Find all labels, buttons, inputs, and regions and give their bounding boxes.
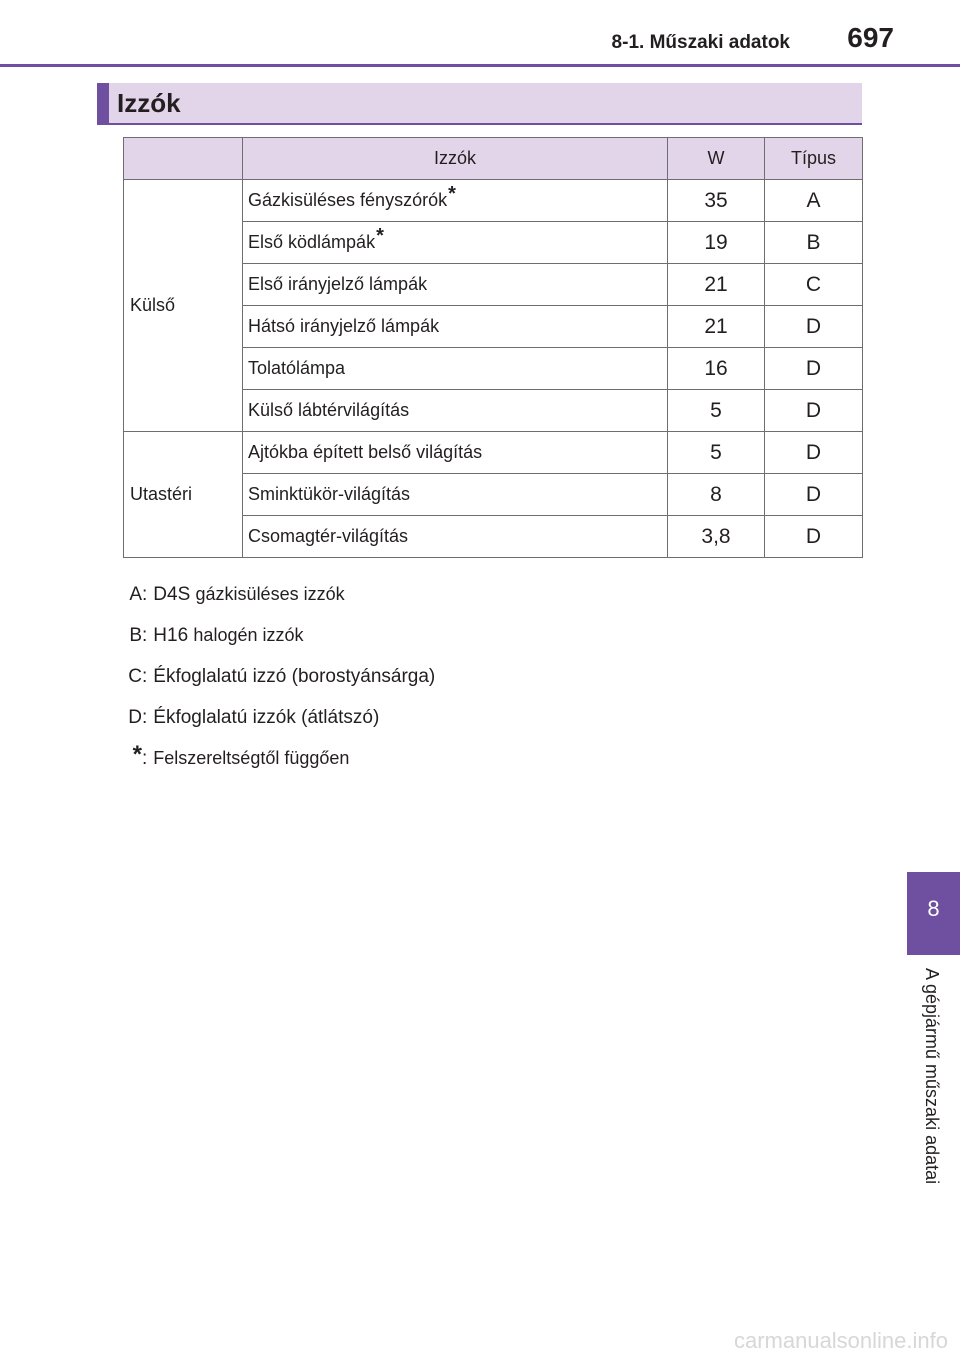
- asterisk-mark: *: [376, 225, 384, 247]
- watermark: carmanualsonline.info: [733, 1328, 948, 1353]
- table-header-row: [124, 138, 863, 180]
- column-header-type: Típus: [765, 138, 863, 180]
- footnote-key: D: [128, 706, 142, 728]
- watt-cell: 5: [668, 432, 765, 474]
- chapter-tab: [907, 872, 960, 955]
- chapter-side-label: [918, 968, 948, 1218]
- section-heading-bar: [97, 83, 862, 125]
- asterisk-mark: *: [132, 740, 142, 768]
- footnote-text: H16: [153, 624, 189, 646]
- chapter-number: 8: [927, 896, 940, 921]
- column-header-group: [124, 138, 243, 180]
- footnote-asterisk: * : Felszereltségtől függően: [132, 740, 350, 769]
- footnote-b: B : H16 halogén izzók: [110, 615, 710, 656]
- bulb-name-cell: [243, 180, 668, 222]
- group-label-interior: Utastéri: [124, 432, 243, 558]
- type-cell: D: [765, 474, 863, 516]
- type-cell: D: [765, 306, 863, 348]
- watt-cell: 21: [668, 264, 765, 306]
- footnote-text: D4S: [153, 583, 191, 605]
- footnote-key: A: [129, 583, 142, 605]
- footnote-text: Ékfoglalatú izzó (borostyánsárga): [153, 665, 436, 687]
- watt-cell: 3,8: [668, 516, 765, 558]
- column-header-bulbs: Izzók: [243, 138, 668, 180]
- table-row: [124, 432, 863, 474]
- footnote-c: C : Ékfoglalatú izzó (borostyánsárga): [110, 656, 710, 697]
- type-cell: C: [765, 264, 863, 306]
- bulb-name: Tolatólámpa: [243, 348, 668, 390]
- footnote-key: B: [129, 624, 142, 646]
- page-header: [0, 0, 960, 66]
- asterisk-mark: *: [448, 183, 456, 205]
- watt-cell: 8: [668, 474, 765, 516]
- bulb-name-cell: [243, 222, 668, 264]
- chapter-title: A gépjármű műszaki adatai: [922, 968, 942, 1185]
- bulb-name: Ajtókba épített belső világítás: [243, 432, 668, 474]
- type-cell: A: [765, 180, 863, 222]
- watt-cell: 5: [668, 390, 765, 432]
- bulb-name: Hátsó irányjelző lámpák: [243, 306, 668, 348]
- footnote-text: Ékfoglalatú izzók (átlátszó): [153, 706, 380, 728]
- header-divider: [0, 64, 960, 67]
- footnotes: [110, 574, 710, 779]
- watt-cell: 16: [668, 348, 765, 390]
- footnote-key: C: [128, 665, 142, 687]
- section-title: 8-1. Műszaki adatok: [611, 32, 790, 53]
- watt-cell: 35: [668, 180, 765, 222]
- section-heading: Izzók: [117, 88, 181, 118]
- group-label-exterior: Külső: [124, 180, 243, 432]
- column-header-watt: W: [668, 138, 765, 180]
- watt-cell: 19: [668, 222, 765, 264]
- type-cell: D: [765, 432, 863, 474]
- type-cell: B: [765, 222, 863, 264]
- footnote-d: D : Ékfoglalatú izzók (átlátszó): [110, 697, 710, 738]
- type-cell: D: [765, 348, 863, 390]
- bulb-name: Külső lábtérvilágítás: [243, 390, 668, 432]
- page-number: 697: [847, 22, 894, 53]
- footnote-detail: Felszereltségtől függően: [153, 748, 350, 768]
- heading-accent-marker: [97, 83, 109, 125]
- bulb-table: [123, 137, 863, 558]
- watt-cell: 21: [668, 306, 765, 348]
- bulb-name: Sminktükör-világítás: [243, 474, 668, 516]
- footnote-detail: gázkisüléses izzók: [195, 584, 345, 604]
- bulb-name: Első irányjelző lámpák: [243, 264, 668, 306]
- footnote-detail: halogén izzók: [193, 625, 304, 645]
- bulb-name: Gázkisüléses fényszórók: [248, 190, 448, 210]
- bulb-name: Csomagtér-világítás: [243, 516, 668, 558]
- type-cell: D: [765, 390, 863, 432]
- table-row: [124, 180, 863, 222]
- footnote-a: A : D4S gázkisüléses izzók: [110, 574, 710, 615]
- type-cell: D: [765, 516, 863, 558]
- bulb-name: Első ködlámpák: [248, 232, 376, 252]
